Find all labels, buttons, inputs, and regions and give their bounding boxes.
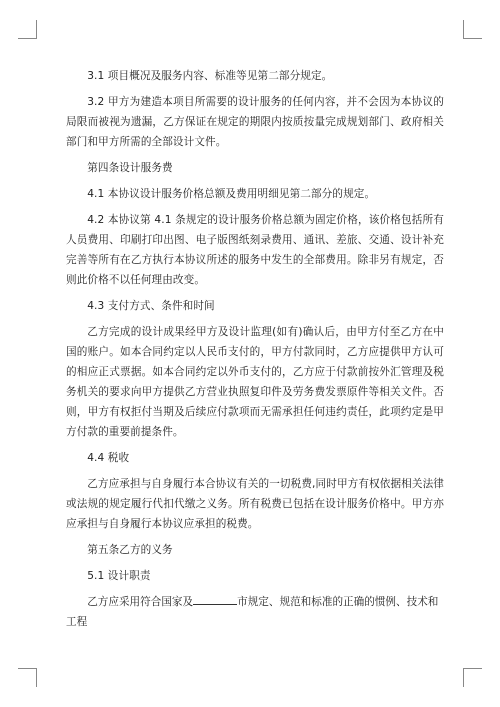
paragraph-tax: 乙方应承担与自身履行本合协议有关的一切税费,同时甲方有权依据相关法律或法规的规定履行代扣代缴之义务。所有税费已包括在设计服务价格中。甲方亦应承担与自身履行本协议应承担的税费。 <box>66 478 444 530</box>
paragraph-4-2: 4.2 本协议第 4.1 条规定的设计服务价格总额为固定价格，该价格包括所有人员费用、印刷打印出图、电子版图纸刻录费用、通讯、差旅、交通、设计补充完善等所有在乙方执行本协议所述的服务中发生的全部费用。除非另有规定，否则此价格不以任何理由改变。 <box>66 214 444 286</box>
heading-4-3: 4.3 支付方式、条件和时间 <box>87 300 215 312</box>
crop-mark-bottom-right <box>463 668 482 687</box>
crop-mark-top-left <box>18 20 37 39</box>
heading-5-1: 5.1 设计职责 <box>87 570 151 582</box>
paragraph-3-2: 3.2 甲方为建造本项目所需要的设计服务的任何内容，并不会因为本协议的局限而被视为遗漏，乙方保证在规定的期限内按质按量完成规划部门、政府相关部门和甲方所需的全部设计文件。 <box>66 96 444 148</box>
paragraph-3-1: 3.1 项目概况及服务内容、标准等见第二部分规定。 <box>87 70 333 82</box>
paragraph-payment: 乙方完成的设计成果经甲方及设计监理(如有)确认后，由甲方付至乙方在中国的账户。如本合同约定以人民币支付的，甲方付款同时，乙方应提供甲方认可的相应正式票据。如本合同约定以外币支付的，乙方应于付款前按外汇管理及税务机关的要求向甲方提供乙方营业执照复印件及劳务费发票原件等相关文件。否则，甲方有权拒付当期及后续应付款项而无需承担任何违约责任，此项约定是甲方付款的重要前提条件。 <box>66 326 444 438</box>
text-after-blank: 市规定、规范和标准的正确的惯例、技术和工程 <box>66 596 439 628</box>
heading-article-5: 第五条乙方的义务 <box>87 544 173 556</box>
heading-article-4: 第四条设计服务费 <box>87 162 173 174</box>
text-before-blank: 乙方应采用符合国家及 <box>87 596 194 608</box>
crop-mark-top-right <box>463 20 482 39</box>
document-body <box>66 66 444 638</box>
heading-4-4: 4.4 税收 <box>87 452 130 464</box>
crop-mark-bottom-left <box>18 668 37 687</box>
paragraph-5-1-start <box>66 592 444 632</box>
fill-in-blank <box>193 593 237 605</box>
paragraph-4-1: 4.1 本协议设计服务价格总额及费用明细见第二部分的规定。 <box>87 188 376 200</box>
